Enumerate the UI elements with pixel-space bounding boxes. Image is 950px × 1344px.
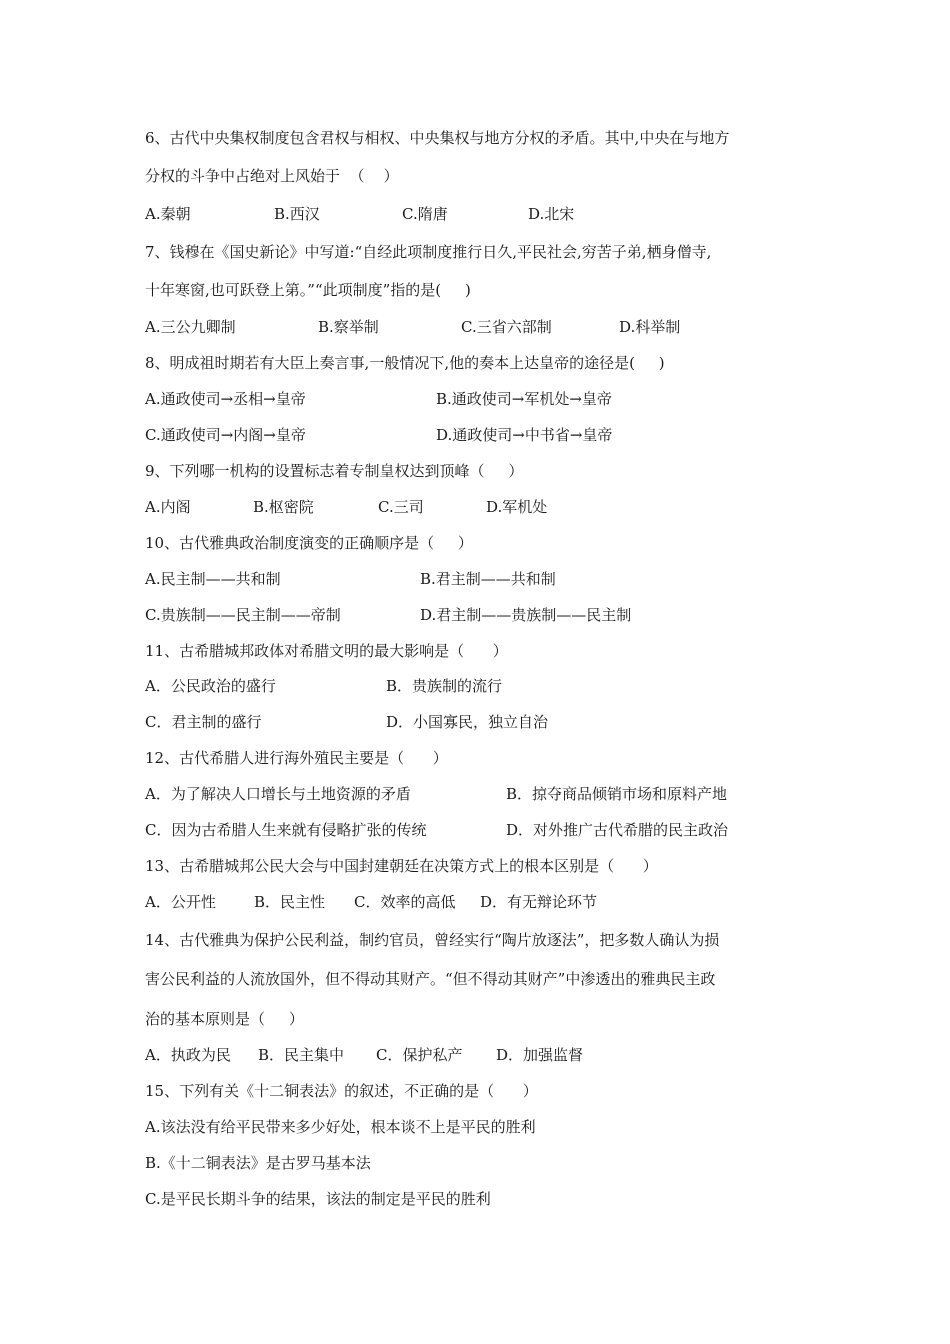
question-11-option-a: A．公民政治的盛行 bbox=[145, 677, 276, 695]
question-9-option-d: D.军机处 bbox=[486, 498, 548, 516]
question-8-stem: 8、明成祖时期若有大臣上奏言事,一般情况下,他的奏本上达皇帝的途径是( ) bbox=[145, 354, 665, 372]
question-11-option-b: B．贵族制的流行 bbox=[386, 677, 503, 695]
question-14-option-d: D．加强监督 bbox=[496, 1046, 584, 1064]
question-14-stem-line-2: 害公民利益的人流放国外，但不得动其财产。“但不得动其财产”中渗透出的雅典民主政 bbox=[145, 970, 716, 988]
question-8-option-a: A.通政使司→丞相→皇帝 bbox=[145, 390, 306, 408]
question-7-stem-line-1: 7、钱穆在《国史新论》中写道:“自经此项制度推行日久,平民社会,穷苦子弟,栖身僧寺, bbox=[145, 243, 712, 261]
question-6-option-d: D.北宋 bbox=[528, 205, 575, 223]
question-14-stem-line-1: 14、古代雅典为保护公民利益，制约官员，曾经实行“陶片放逐法”，把多数人确认为损 bbox=[145, 931, 720, 949]
question-13-option-c: C．效率的高低 bbox=[354, 893, 456, 911]
question-9-option-c: C.三司 bbox=[378, 498, 424, 516]
question-6-option-c: C.隋唐 bbox=[402, 205, 448, 223]
question-10-option-a: A.民主制——共和制 bbox=[145, 570, 281, 588]
question-14-option-c: C．保护私产 bbox=[376, 1046, 463, 1064]
question-6-stem-line-1: 6、古代中央集权制度包含君权与相权、中央集权与地方分权的矛盾。其中,中央在与地方 bbox=[145, 129, 730, 147]
question-13-option-a: A．公开性 bbox=[145, 893, 216, 911]
question-6-option-b: B.西汉 bbox=[274, 205, 320, 223]
question-13-option-b: B．民主性 bbox=[254, 893, 326, 911]
question-12-option-d: D．对外推广古代希腊的民主政治 bbox=[506, 821, 729, 839]
question-15-option-c: C.是平民长期斗争的结果，该法的制定是平民的胜利 bbox=[145, 1190, 491, 1208]
question-6-option-a: A.秦朝 bbox=[145, 205, 191, 223]
question-7-option-c: C.三省六部制 bbox=[461, 318, 552, 336]
question-13-stem: 13、古希腊城邦公民大会与中国封建朝廷在决策方式上的根本区别是（ ） bbox=[145, 857, 658, 875]
question-15-option-b: B.《十二铜表法》是古罗马基本法 bbox=[145, 1154, 371, 1172]
question-14-option-a: A．执政为民 bbox=[145, 1046, 231, 1064]
question-11-option-c: C．君主制的盛行 bbox=[145, 713, 262, 731]
question-7-option-b: B.察举制 bbox=[318, 318, 379, 336]
question-10-option-d: D.君主制——贵族制——民主制 bbox=[420, 606, 632, 624]
question-12-option-c: C．因为古希腊人生来就有侵略扩张的传统 bbox=[145, 821, 427, 839]
question-10-stem: 10、古代雅典政治制度演变的正确顺序是（ ） bbox=[145, 534, 473, 552]
question-11-option-d: D．小国寡民，独立自治 bbox=[386, 713, 549, 731]
question-10-option-b: B.君主制——共和制 bbox=[420, 570, 556, 588]
question-9-option-b: B.枢密院 bbox=[253, 498, 314, 516]
question-8-option-b: B.通政使司→军机处→皇帝 bbox=[436, 390, 612, 408]
question-8-option-d: D.通政使司→中书省→皇帝 bbox=[436, 426, 613, 444]
question-12-option-b: B．掠夺商品倾销市场和原料产地 bbox=[506, 785, 728, 803]
question-15-option-a: A.该法没有给平民带来多少好处，根本谈不上是平民的胜利 bbox=[145, 1118, 536, 1136]
question-7-stem-line-2: 十年寒窗,也可跃登上第。”“此项制度”指的是( ) bbox=[145, 281, 471, 299]
question-12-stem: 12、古代希腊人进行海外殖民主要是（ ） bbox=[145, 749, 448, 767]
question-13-option-d: D．有无辩论环节 bbox=[480, 893, 598, 911]
question-8-option-c: C.通政使司→内阁→皇帝 bbox=[145, 426, 306, 444]
question-7-option-a: A.三公九卿制 bbox=[145, 318, 236, 336]
question-9-option-a: A.内阁 bbox=[145, 498, 191, 516]
question-15-stem: 15、下列有关《十二铜表法》的叙述，不正确的是（ ） bbox=[145, 1082, 538, 1100]
question-12-option-a: A．为了解决人口增长与土地资源的矛盾 bbox=[145, 785, 411, 803]
question-11-stem: 11、古希腊城邦政体对希腊文明的最大影响是（ ） bbox=[145, 642, 508, 660]
question-6-stem-line-2: 分权的斗争中占绝对上风始于 （ ） bbox=[145, 167, 399, 185]
question-9-stem: 9、下列哪一机构的设置标志着专制皇权达到顶峰（ ） bbox=[145, 462, 524, 480]
question-14-stem-line-3: 治的基本原则是（ ） bbox=[145, 1010, 304, 1028]
question-10-option-c: C.贵族制——民主制——帝制 bbox=[145, 606, 341, 624]
question-14-option-b: B．民主集中 bbox=[258, 1046, 345, 1064]
question-7-option-d: D.科举制 bbox=[619, 318, 681, 336]
